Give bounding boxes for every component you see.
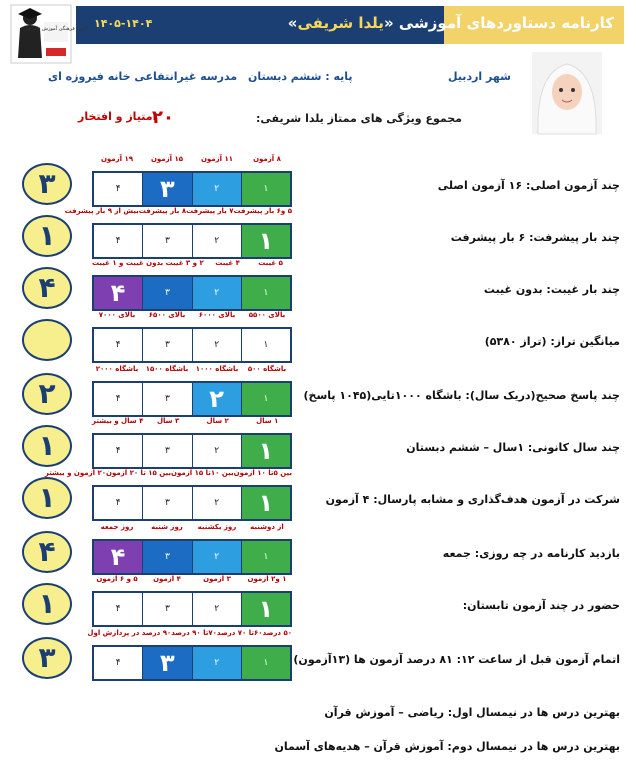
level-header: ۷۰تا ۹۰ درصد [171,629,217,637]
level-cell: ۱ [241,173,290,205]
criteria-row [0,572,636,624]
score-circle: ۱ [22,215,72,257]
level-cell: ۲ [192,383,241,415]
level-headers [87,629,292,637]
criteria-row [0,520,636,572]
level-header: ۳ سال [156,417,180,425]
level-header: باشگاه ۵۰۰ [247,365,287,373]
level-cell: ۴ [94,435,142,467]
level-header: بالای ۷۰۰۰ [98,311,136,319]
level-header: بالای ۶۵۰۰ [148,311,186,319]
level-cell: ۳ [142,383,191,415]
criteria-question: چند آزمون اصلی: ۱۶ آزمون اصلی [437,179,620,192]
criteria-question: اتمام آزمون قبل از ساعت ۱۲: ۸۱ درصد آزمون ها (۱۳آزمون) [293,653,620,666]
level-grid [92,433,292,469]
level-cell: ۴ [94,593,142,625]
kanoon-logo-icon [10,4,88,64]
score-circle: ۳ [22,637,72,679]
level-grid [92,381,292,417]
svg-text:کانون فرهنگی آموزش قلم چی: کانون فرهنگی آموزش قلم چی [24,26,88,32]
level-header: ۳ آزمون [203,575,231,583]
level-cell: ۳ [142,173,191,205]
level-cell: ۲ [192,541,241,573]
criteria-question: چند پاسخ صحیح(دریک سال): باشگاه ۱۰۰۰تایی(۱۰۴۵ پاسخ) [303,389,620,402]
level-header: ۶۰تا ۷۰ درصد [216,629,263,637]
level-header: ۴ آزمون [153,575,181,583]
level-header: ۸ آزمون [253,155,281,163]
level-grid [92,275,292,311]
level-header: باشگاه ۲۰۰۰ [95,365,139,373]
level-header: بیش از ۹ بار پیشرفت [64,207,139,215]
score-circle: ۱ [22,583,72,625]
best-subjects-second: بهترین درس ها در نیمسال دوم: آموزش قرآن – هدیه‌های آسمان [274,740,620,753]
criteria-question: چند بار پیشرفت: ۶ بار پیشرفت [450,231,620,244]
grade-label: پایه : ششم دبستان [248,70,353,83]
criteria-row [0,152,636,204]
student-photo [532,52,602,134]
level-cell: ۳ [142,593,191,625]
level-header: ۱۱ آزمون [200,155,234,163]
score-circle: ۱ [22,477,72,519]
criteria-question: میانگین تراز: (تراز ۵۳۸۰) [484,335,620,348]
level-headers [92,155,292,163]
score-circle: ۲ [22,373,72,415]
level-header: روز یکشنبه [197,523,237,531]
level-header: بدون غیبت و ۱ غیبت [91,259,164,267]
criteria-row [0,466,636,518]
level-grid [92,485,292,521]
sum-label: مجموع ویژگی های ممتاز یلدا شریفی: [256,112,462,125]
level-cell: ۱ [241,647,290,679]
level-header: باشگاه ۱۵۰۰ [145,365,189,373]
level-cell: ۲ [192,225,241,257]
level-headers [44,469,292,477]
criteria-question: بازدید کارنامه در چه روزی: جمعه [442,547,620,560]
level-cell: ۴ [94,329,142,361]
level-cell: ۱ [241,225,290,257]
level-header: ۱۹ آزمون [100,155,134,163]
level-header: روز شنبه [151,523,183,531]
level-header: ۸ بار پیشرفت [138,207,187,215]
level-cell: ۲ [192,277,241,309]
criteria-row [0,204,636,256]
level-grid [92,591,292,627]
level-cell: ۳ [142,329,191,361]
level-cell: ۲ [192,435,241,467]
level-header: ۷ بار پیشرفت [186,207,234,215]
level-headers [92,311,292,319]
level-cell: ۴ [94,277,142,309]
academic-year: ۱۴۰۵-۱۴۰۴ [94,17,153,30]
total-score: ۲۰ [152,107,174,128]
city-label: شهر اردبیل [448,70,511,83]
level-header: ۵ و۶ بار پیشرفت [233,207,292,215]
score-label: امتیاز و افتخار [78,110,157,123]
score-circle: ۱ [22,425,72,467]
level-cell: ۲ [192,647,241,679]
level-cell: ۱ [241,383,290,415]
level-grid [92,223,292,259]
level-header: ۹۰ درصد در پردازش اول [87,629,172,637]
level-cell: ۴ [94,225,142,257]
score-circle: ۴ [22,531,72,573]
level-cell: ۱ [241,329,290,361]
criteria-question: حضور در چند آزمون تابستان: [462,599,620,612]
school-label: مدرسه غیرانتفاعی خانه فیروزه ای [48,70,238,83]
level-header: روز جمعه [100,523,134,531]
level-grid [92,645,292,681]
level-cell: ۳ [142,435,191,467]
level-headers [92,523,292,531]
level-header: بالای ۶۰۰۰ [198,311,236,319]
level-cell: ۳ [142,487,191,519]
level-header: باشگاه ۱۰۰۰ [195,365,239,373]
level-cell: ۴ [94,541,142,573]
level-header: ۱ سال [256,417,279,425]
level-cell: ۳ [142,225,191,257]
level-grid [92,327,292,363]
level-header: ۲ سال [206,417,229,425]
criteria-row [0,626,636,678]
criteria-question: چند بار غیبت: بدون غیبت [483,283,620,296]
level-cell: ۱ [241,593,290,625]
score-circle: ۴ [22,267,72,309]
level-header: ۲۰ آزمون و بیشتر [44,469,106,477]
level-grid [92,539,292,575]
level-header: ۵ و ۶ آزمون [96,575,138,583]
level-header: ۴ سال و بیشتر [92,417,144,425]
level-header: بین ۱۰تا ۱۵ آزمون [171,469,234,477]
score-circle [22,319,72,361]
level-cell: ۴ [94,487,142,519]
level-cell: ۲ [192,593,241,625]
level-header: ۱۵ آزمون [150,155,184,163]
level-cell: ۳ [142,647,191,679]
level-cell: ۳ [142,277,191,309]
level-cell: ۴ [94,173,142,205]
level-cell: ۴ [94,383,142,415]
level-headers [64,207,292,215]
level-cell: ۲ [192,329,241,361]
criteria-row [0,362,636,414]
criteria-row [0,256,636,308]
level-header: از دوشنبه [250,523,284,531]
level-header: ۱ و۲ آزمون [247,575,287,583]
criteria-question: چند سال کانونی: ۱سال – ششم دبستان [406,441,620,454]
header-bar [76,6,624,44]
level-cell: ۲ [192,487,241,519]
level-cell: ۱ [241,487,290,519]
level-cell: ۱ [241,277,290,309]
criteria-question: شرکت در آزمون هدف‌گذاری و مشابه پارسال: ۴ آزمون [325,493,620,506]
page-title: کارنامه دستاوردهای آموزشی «یلدا شریفی» [287,14,614,32]
level-header: بالای ۵۵۰۰ [248,311,286,319]
score-circle: ۳ [22,163,72,205]
level-headers [92,365,292,373]
level-header: ۵ غیبت [258,259,283,267]
level-header: ۲ و ۳ غیبت [165,259,204,267]
criteria-row [0,414,636,466]
level-headers [92,575,292,583]
level-cell: ۳ [142,541,191,573]
level-cell: ۱ [241,435,290,467]
level-cell: ۲ [192,173,241,205]
level-cell: ۴ [94,647,142,679]
level-header: ۴ غیبت [215,259,240,267]
level-header: بین ۱۵ تا ۲۰ آزمون [106,469,172,477]
best-subjects-first: بهترین درس ها در نیمسال اول: ریاضی – آموزش قرآن [324,706,620,719]
level-headers [92,417,292,425]
level-header: ۵۰ درصد [262,629,292,637]
level-grid [92,171,292,207]
level-headers [92,259,292,267]
criteria-row [0,308,636,360]
level-cell: ۱ [241,541,290,573]
level-header: بین ۵تا ۱۰ آزمون [233,469,292,477]
